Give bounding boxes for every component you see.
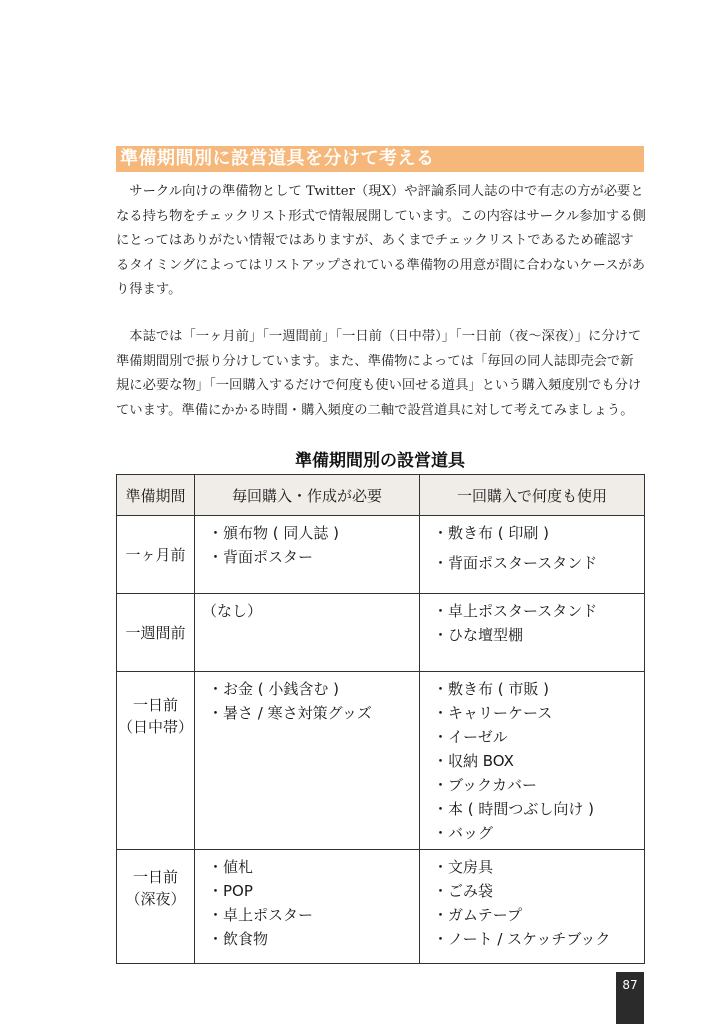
item-list — [421, 851, 643, 951]
period-sublabel: （深夜） — [125, 890, 186, 908]
reusable-cell — [420, 594, 645, 672]
header-period: 準備期間 — [117, 475, 195, 516]
every-time-cell — [195, 672, 420, 850]
list-item: ・ バッグ — [433, 821, 643, 845]
table-header-row — [117, 475, 645, 516]
list-item: ・ 暑さ / 寒さ対策グッズ — [208, 701, 418, 725]
period-cell — [117, 516, 195, 594]
header-reusable: 一回購入で何度も使用 — [420, 475, 645, 516]
item-list — [196, 673, 418, 725]
period-label: 一週間前 — [125, 623, 186, 642]
list-item: ・ POP — [208, 879, 418, 903]
period-cell — [117, 672, 195, 850]
paragraph-2-text: 本誌では「一ヶ月前」「一週間前」「一日前（日中帯）」「一日前（夜〜深夜）」に分けて準備期間別で振り分けしています。また、準備物によっては「毎回の同人誌即売会で新規に必要な物」「一回購入するだけで何度も使い回せる道具」という購入頻度別でも分けています。準備にかかる時間・購入頻度の二軸で設営道具に対して考えてみましょう。 — [116, 329, 642, 418]
table-row-1day-daytime — [117, 672, 645, 850]
list-item: ・ 値札 — [208, 855, 418, 879]
period-label: 一日前 — [132, 696, 178, 714]
list-item: ・ ひな壇型棚 — [433, 623, 643, 647]
table-row-1month — [117, 516, 645, 594]
header-every-time: 毎回購入・作成が必要 — [195, 475, 420, 516]
reusable-cell — [420, 672, 645, 850]
list-item: ・ ごみ袋 — [433, 879, 643, 903]
list-item: ・ 卓上ポスタースタンド — [433, 599, 643, 623]
period-cell — [117, 850, 195, 964]
list-item: ・ 文房具 — [433, 855, 643, 879]
item-list — [421, 517, 643, 575]
page-number: 87 — [616, 972, 644, 1024]
list-item: ・ 頒布物 ( 同人誌 ) — [208, 521, 418, 545]
list-item: ・ 卓上ポスター — [208, 903, 418, 927]
list-item: ・ 飲食物 — [208, 927, 418, 951]
reusable-cell — [420, 850, 645, 964]
period-sublabel: （日中帯） — [117, 718, 193, 736]
period-label: 一日前 — [132, 868, 178, 886]
paragraph-1 — [116, 180, 646, 303]
every-time-cell — [195, 594, 420, 672]
list-item: ・ イーゼル — [433, 725, 643, 749]
table-title: 準備期間別の設営道具 — [295, 451, 465, 471]
list-item: ・ ブックカバー — [433, 773, 643, 797]
list-item: ・ 収納 BOX — [433, 749, 643, 773]
item-list — [421, 673, 643, 845]
list-item: ・ ガムテープ — [433, 903, 643, 927]
every-time-cell — [195, 850, 420, 964]
section-heading: 準備期間別に設営道具を分けて考える — [120, 148, 435, 169]
every-time-cell — [195, 516, 420, 594]
list-item: ・ お金 ( 小銭含む ) — [208, 677, 418, 701]
list-item: ・ 背面ポスター — [208, 545, 418, 569]
period-cell — [117, 594, 195, 672]
list-item: ・ 敷き布 ( 印刷 ) — [433, 521, 643, 545]
item-list — [196, 851, 418, 951]
reusable-cell — [420, 516, 645, 594]
item-list — [196, 517, 418, 569]
list-item: ・ 背面ポスタースタンド — [433, 551, 643, 575]
period-label: 一ヶ月前 — [125, 545, 186, 564]
list-item: ・ ノート / スケッチブック — [433, 927, 643, 951]
table-row-1week — [117, 594, 645, 672]
none-label: （なし） — [202, 602, 263, 620]
paragraph-2 — [116, 325, 646, 423]
list-item: ・ 本 ( 時間つぶし向け ) — [433, 797, 643, 821]
list-item: ・ キャリーケース — [433, 701, 643, 725]
table-row-1day-night — [117, 850, 645, 964]
setup-tools-table — [116, 474, 645, 964]
list-item: ・ 敷き布 ( 市販 ) — [433, 677, 643, 701]
item-list — [421, 595, 643, 647]
paragraph-1-text: サークル向けの準備物として Twitter（現X）や評論系同人誌の中で有志の方が必要となる持ち物をチェックリスト形式で情報展開しています。この内容はサークル参加する側にとってはありがたい情報ではありますが、あくまでチェックリストであるため確認するタイミングによってはリストアップされている準備物の用意が間に合わないケースがあり得ます。 — [116, 184, 646, 298]
